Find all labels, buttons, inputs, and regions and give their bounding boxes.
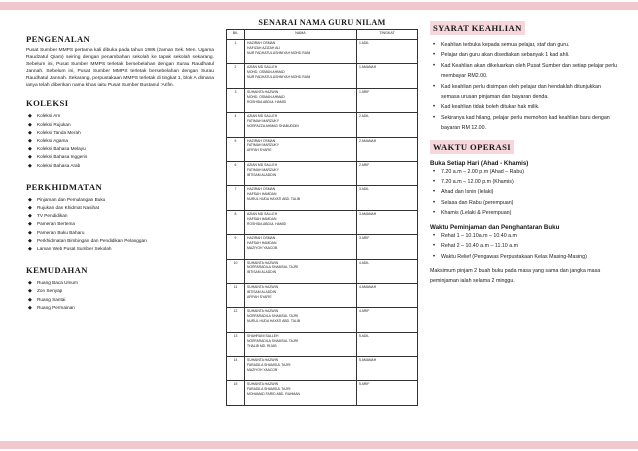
bullet-dot-icon: • (433, 83, 436, 90)
list-item: • Rehat 1 – 10.10a.m – 10.40 a.m (430, 231, 618, 241)
koleksi-heading: KOLEKSI (26, 98, 69, 109)
list-item: ◆ Ruang Baca Umum (28, 280, 78, 287)
teacher-name: ROSHIDA ABDUL HAMID (247, 221, 287, 226)
row-number: 3 (227, 88, 245, 112)
teacher-name: NORFARADILA SHAMSUL TAJRI (247, 265, 298, 270)
teacher-names-cell (245, 357, 357, 381)
class-cell: 5 ARIF (357, 381, 418, 405)
class-cell: 2 ARIF (357, 161, 418, 185)
koleksi-list (26, 112, 214, 169)
list-item: • Ahad dan Isnin (lelaki) (430, 187, 618, 197)
buka-list (430, 167, 618, 219)
table-header-row (227, 30, 418, 40)
row-number: 8 (227, 210, 245, 234)
bullet-dot-icon: • (433, 199, 436, 206)
list-item: • Rehat 2 – 10.40 a.m – 11.10 a.m (430, 241, 618, 251)
table-row (227, 283, 418, 307)
table-row (227, 235, 418, 259)
row-number: 12 (227, 308, 245, 332)
row-number: 7 (227, 186, 245, 210)
teacher-name: MOHD. OSMAN AHMAD (247, 94, 285, 99)
row-number: 14 (227, 357, 245, 381)
diamond-bullet-icon: ◆ (28, 221, 32, 228)
teacher-name: HAZIRAH OSMAN (247, 236, 276, 241)
teacher-name: HAZIRAH OSMAN (247, 187, 276, 192)
teacher-name: FARADILA SHAMSUL TAJRI (247, 362, 291, 367)
teacher-name: AZIAN MD SALLEH (247, 114, 278, 119)
diamond-bullet-icon: ◆ (28, 229, 32, 236)
teacher-names-cell (245, 210, 357, 234)
teacher-name: THALIB MD. RIJAB (247, 343, 277, 348)
teacher-name: NUR FADHATULUSHNIYAH MOHD RANI (247, 75, 311, 80)
list-item: • 7.20 a.m – 2.00 p.m (Ahad – Rabu) (430, 167, 618, 177)
teacher-names-cell (245, 40, 357, 64)
kemudahan-heading: KEMUDAHAN (26, 265, 88, 276)
teacher-name: AFIFAH SYAFIE (247, 294, 272, 299)
teacher-name: NORFAZZA AHMAD SHABUDDIN (247, 123, 299, 128)
bullet-dot-icon: • (433, 189, 436, 196)
col-header-nama: NAMA (245, 30, 357, 40)
diamond-bullet-icon: ◆ (28, 121, 32, 128)
row-number: 2 (227, 64, 245, 88)
list-item: ◆ Koleksi Agama (28, 138, 69, 145)
teacher-name: NURUL HUDA HAYATI ABD. TALIB (247, 197, 301, 202)
teacher-name: AFIFAH SYAFIE (247, 148, 272, 153)
table-row (227, 381, 418, 405)
class-cell: 1 AMANAH (357, 64, 418, 88)
list-item: • Keahlian terbuka kepada semua pelajar, staf dan guru. (430, 40, 618, 50)
teacher-names-cell (245, 283, 357, 307)
list-item: ◆ Koleksi Tanda Merah (28, 129, 81, 136)
teacher-names-cell (245, 137, 357, 161)
table-row (227, 88, 418, 112)
list-item: • Selasa dan Rabu (perempuan) (430, 198, 618, 208)
teacher-name: NURUL HUDA HAYATI ABD. TALIB (247, 319, 301, 324)
teacher-name: HAFSAH HAMDAN (247, 192, 277, 197)
teacher-name: MAZIYOH YAACOB (247, 367, 278, 372)
teacher-name: MOHAMAD FARID ABD. RAHMAN (247, 392, 300, 397)
row-number: 15 (227, 381, 245, 405)
teacher-names-cell (245, 235, 357, 259)
right-panel (430, 18, 618, 435)
list-item: ◆ Zon Senyap (28, 288, 63, 295)
teacher-names-cell (245, 113, 357, 137)
list-item: ◆ Ruang Permainan (28, 304, 75, 311)
list-item: • Khamis (Lelaki & Perempuan) (430, 208, 618, 218)
teacher-name: SUHAINTA HAZWIN (247, 284, 279, 289)
teacher-names-cell (245, 259, 357, 283)
teacher-name: HAFIZAH AZIZAH ALI (247, 45, 281, 50)
pengenalan-heading: PENGENALAN (26, 34, 91, 44)
diamond-bullet-icon: ◆ (28, 196, 32, 203)
bullet-dot-icon: • (433, 232, 436, 239)
bullet-dot-icon: • (433, 253, 436, 260)
teacher-name: FATIMAH MARZUKY (247, 167, 279, 172)
teacher-name: IBTISAM ALADDIN (247, 172, 277, 177)
table-row (227, 137, 418, 161)
guru-nilam-table (226, 29, 418, 406)
bullet-dot-icon: • (433, 243, 436, 250)
teacher-name: SHAHRANI SALLEH (247, 333, 279, 338)
list-item: ◆ Laman Web Pusat Sumber Sekolah (28, 246, 112, 253)
row-number: 10 (227, 259, 245, 283)
bullet-dot-icon: • (433, 42, 436, 48)
diamond-bullet-icon: ◆ (28, 213, 32, 220)
teacher-name: HAZIRAH OSMAN (247, 41, 276, 45)
teacher-name: NORFARADILA SHAMSUL TAJRI (247, 338, 298, 343)
top-pink-stripe (0, 2, 638, 10)
table-row (227, 332, 418, 356)
class-cell: 5 AMANAH (357, 357, 418, 381)
teacher-name: HAZIRAH OSMAN (247, 138, 276, 143)
kemudahan-list (26, 279, 214, 312)
list-item: ◆ Pinjaman dan Pemulangan Buku (28, 196, 106, 203)
teacher-names-cell (245, 186, 357, 210)
left-panel (26, 18, 214, 435)
teacher-name: MOHD. OSMAN AHMAD (247, 70, 285, 75)
perkhidmatan-heading: PERKHIDMATAN (26, 181, 103, 192)
list-item: • Kad Keahlian akan dikeluarkan oleh Pusat Sumber dan setiap pelajar perlu membayar RM2.00. (433, 62, 618, 80)
list-item: ◆ Koleksi Bahasa Arab (28, 162, 81, 169)
diamond-bullet-icon: ◆ (28, 288, 32, 295)
waktu-operasi-heading: WAKTU OPERASI (430, 140, 514, 154)
teacher-names-cell (245, 381, 357, 405)
table-row (227, 161, 418, 185)
diamond-bullet-icon: ◆ (28, 113, 32, 120)
table-row (227, 186, 418, 210)
teacher-names-cell (245, 332, 357, 356)
bullet-dot-icon: • (433, 62, 436, 69)
table-row (227, 308, 418, 332)
teacher-names-cell (245, 308, 357, 332)
teacher-names-cell (245, 88, 357, 112)
diamond-bullet-icon: ◆ (28, 304, 32, 311)
teacher-name: SUHAINTA HAZWIN (247, 260, 279, 265)
middle-panel (226, 18, 418, 435)
class-cell: 4 ADIL (357, 259, 418, 283)
table-row (227, 259, 418, 283)
col-header-bil: BIL (227, 30, 245, 40)
teacher-name: SUHAINTA HAZWIN (247, 89, 279, 94)
class-cell: 3 ARIF (357, 235, 418, 259)
class-cell: 4 AMANAH (357, 283, 418, 307)
bottom-pink-stripe (0, 441, 638, 449)
list-item: • Sekiranya kad hilang, pelajar perlu memohon kad keahlian baru dengan bayaran RM 12.00. (433, 114, 610, 132)
teacher-name: SUHAINTA HAZWIN (247, 358, 279, 363)
class-cell: 4 ARIF (357, 308, 418, 332)
list-item: ◆ Ruang Santai (28, 296, 66, 303)
teacher-name: HAFSAH HAMDAN (247, 216, 277, 221)
list-item: ◆ Koleksi Bahasa Inggeris (28, 154, 88, 161)
bullet-dot-icon: • (433, 104, 436, 111)
teacher-name: IBTISAM ALADDIN (247, 270, 277, 275)
diamond-bullet-icon: ◆ (28, 154, 32, 161)
list-item: • Kad keahlian perlu disimpan oleh pelajar dan hendaklah ditunjukkan semasa urusan pinjaman dan bayaran denda. (433, 83, 601, 101)
teacher-name: SUHAINTA HAZWIN (247, 309, 279, 314)
class-cell: 1 ARIF (357, 88, 418, 112)
class-cell: 2 AMANAH (357, 137, 418, 161)
perkhidmatan-list (26, 196, 214, 253)
row-number: 4 (227, 113, 245, 137)
row-number: 5 (227, 137, 245, 161)
diamond-bullet-icon: ◆ (28, 296, 32, 303)
list-item: • Waktu Relief (Pengawas Perpustakaan Kelas Masing-Masing) (430, 252, 618, 262)
list-item: ◆ Koleksi Bahasa Melayu (28, 146, 86, 153)
row-number: 13 (227, 332, 245, 356)
table-row (227, 357, 418, 381)
teacher-name: AZIAN MD SALLEH (247, 65, 278, 70)
diamond-bullet-icon: ◆ (28, 246, 32, 253)
list-item: ◆ Rujukan dan Khidmat Nasihat (28, 205, 100, 212)
bullet-dot-icon: • (433, 179, 436, 186)
row-number: 9 (227, 235, 245, 259)
diamond-bullet-icon: ◆ (28, 146, 32, 153)
teacher-name: MAZIYOH YAACOB (247, 245, 278, 250)
teacher-names-cell (245, 64, 357, 88)
table-row (227, 40, 418, 64)
list-item: ◆ Pameran Bertema (28, 221, 76, 228)
bullet-dot-icon: • (433, 52, 436, 59)
diamond-bullet-icon: ◆ (28, 237, 32, 244)
pinjam-list (430, 231, 618, 262)
teacher-name: HAFSAH HAMDAN (247, 241, 277, 246)
class-cell: 1 ADIL (357, 40, 418, 64)
list-item: ◆ Pameran Buku Baharu (28, 229, 85, 236)
list-item: ◆ TV Pendidikan (28, 213, 68, 220)
diamond-bullet-icon: ◆ (28, 138, 32, 145)
list-item: • Pelajar dan guru akan disediakan sebanyak 1 kad ahli. (430, 50, 618, 60)
list-item: • Kad keahlian tidak boleh ditukar hak milik. (430, 102, 618, 112)
diamond-bullet-icon: ◆ (28, 129, 32, 136)
teacher-name: AZIAN MD SALLEH (247, 162, 278, 167)
teacher-name: FARADILA SHAMSUL TAJRI (247, 387, 291, 392)
diamond-bullet-icon: ◆ (28, 162, 32, 169)
table-row (227, 113, 418, 137)
syarat-list (430, 40, 618, 134)
table-row (227, 64, 418, 88)
col-header-tingkat: TINGKAT (357, 30, 418, 40)
list-item: ◆ Koleksi Rujukan (28, 121, 71, 128)
pinjaman-note: Maksimum pinjam 2 buah buku pada masa yang sama dan jangka masa peminjaman ialah selama 2 minggu. (430, 267, 601, 284)
class-cell: 5 ADIL (357, 332, 418, 356)
teacher-name: SUHAINTA HAZWIN (247, 382, 279, 387)
bullet-dot-icon: • (433, 114, 436, 121)
diamond-bullet-icon: ◆ (28, 280, 32, 287)
row-number: 1 (227, 40, 245, 64)
diamond-bullet-icon: ◆ (28, 205, 32, 212)
bullet-dot-icon: • (433, 168, 436, 175)
teacher-name: IBTISAM ALADDIN (247, 289, 277, 294)
teacher-names-cell (245, 161, 357, 185)
teacher-name: FATIMAH MARZUKY (247, 119, 279, 124)
pinjam-subheading: Waktu Peminjaman dan Penghantaran Buku (430, 223, 560, 231)
teacher-name: ROSHIDA ABDUL HAMID (247, 99, 287, 104)
teacher-name: NORFARADILA SHAMSUL TAJRI (247, 314, 298, 319)
row-number: 11 (227, 283, 245, 307)
teacher-name: AZIAN MD SALLEH (247, 211, 278, 216)
list-item: • 7.20 a.m – 12.00 p.m (Khamis) (430, 177, 618, 187)
teacher-name: FATIMAH MARZUKY (247, 143, 279, 148)
bullet-dot-icon: • (433, 210, 436, 217)
table-body (227, 40, 418, 406)
class-cell: 2 ADIL (357, 113, 418, 137)
table-row (227, 210, 418, 234)
guru-nilam-title: SENARAI NAMA GURU NILAM (258, 18, 386, 27)
row-number: 6 (227, 161, 245, 185)
teacher-name: NUR FADHATULUSHNIYAH MOHD RANI (247, 50, 311, 55)
class-cell: 3 AMANAH (357, 210, 418, 234)
class-cell: 3 ADIL (357, 186, 418, 210)
syarat-heading: SYARAT KEAHLIAN (430, 21, 525, 35)
list-item: ◆ Koleksi Am (28, 113, 61, 120)
list-item: ◆ Perkhidmatan Bimbingan dan Pendidikan Pelanggan (28, 237, 147, 244)
pengenalan-text: Pusat Sumber MMPS pertama kali dibuka pada tahun 1986 (zaman Sek. Men. Ugama Raudzatul Qiam) seiring dengan penambahan sekolah ke tapak sekolah sekarang. Sebelum ini, Pusat Sumber MMPS terletak bersebelahan dengan Surau Raudhatul Jannah. Sebelum ini, Pusat Sumber MMPS terletak bersebelahan dengan Surau Raudhatul Jannah. Sekarang, perpustakaan MMPS terletak di tingkat 1, blok A dimana ianya telah diberikan nama khas iaitu Pusat Sumber Bustanul 'Arifin. (26, 48, 214, 88)
buka-subheading: Buka Setiap Hari (Ahad - Khamis) (430, 159, 529, 167)
